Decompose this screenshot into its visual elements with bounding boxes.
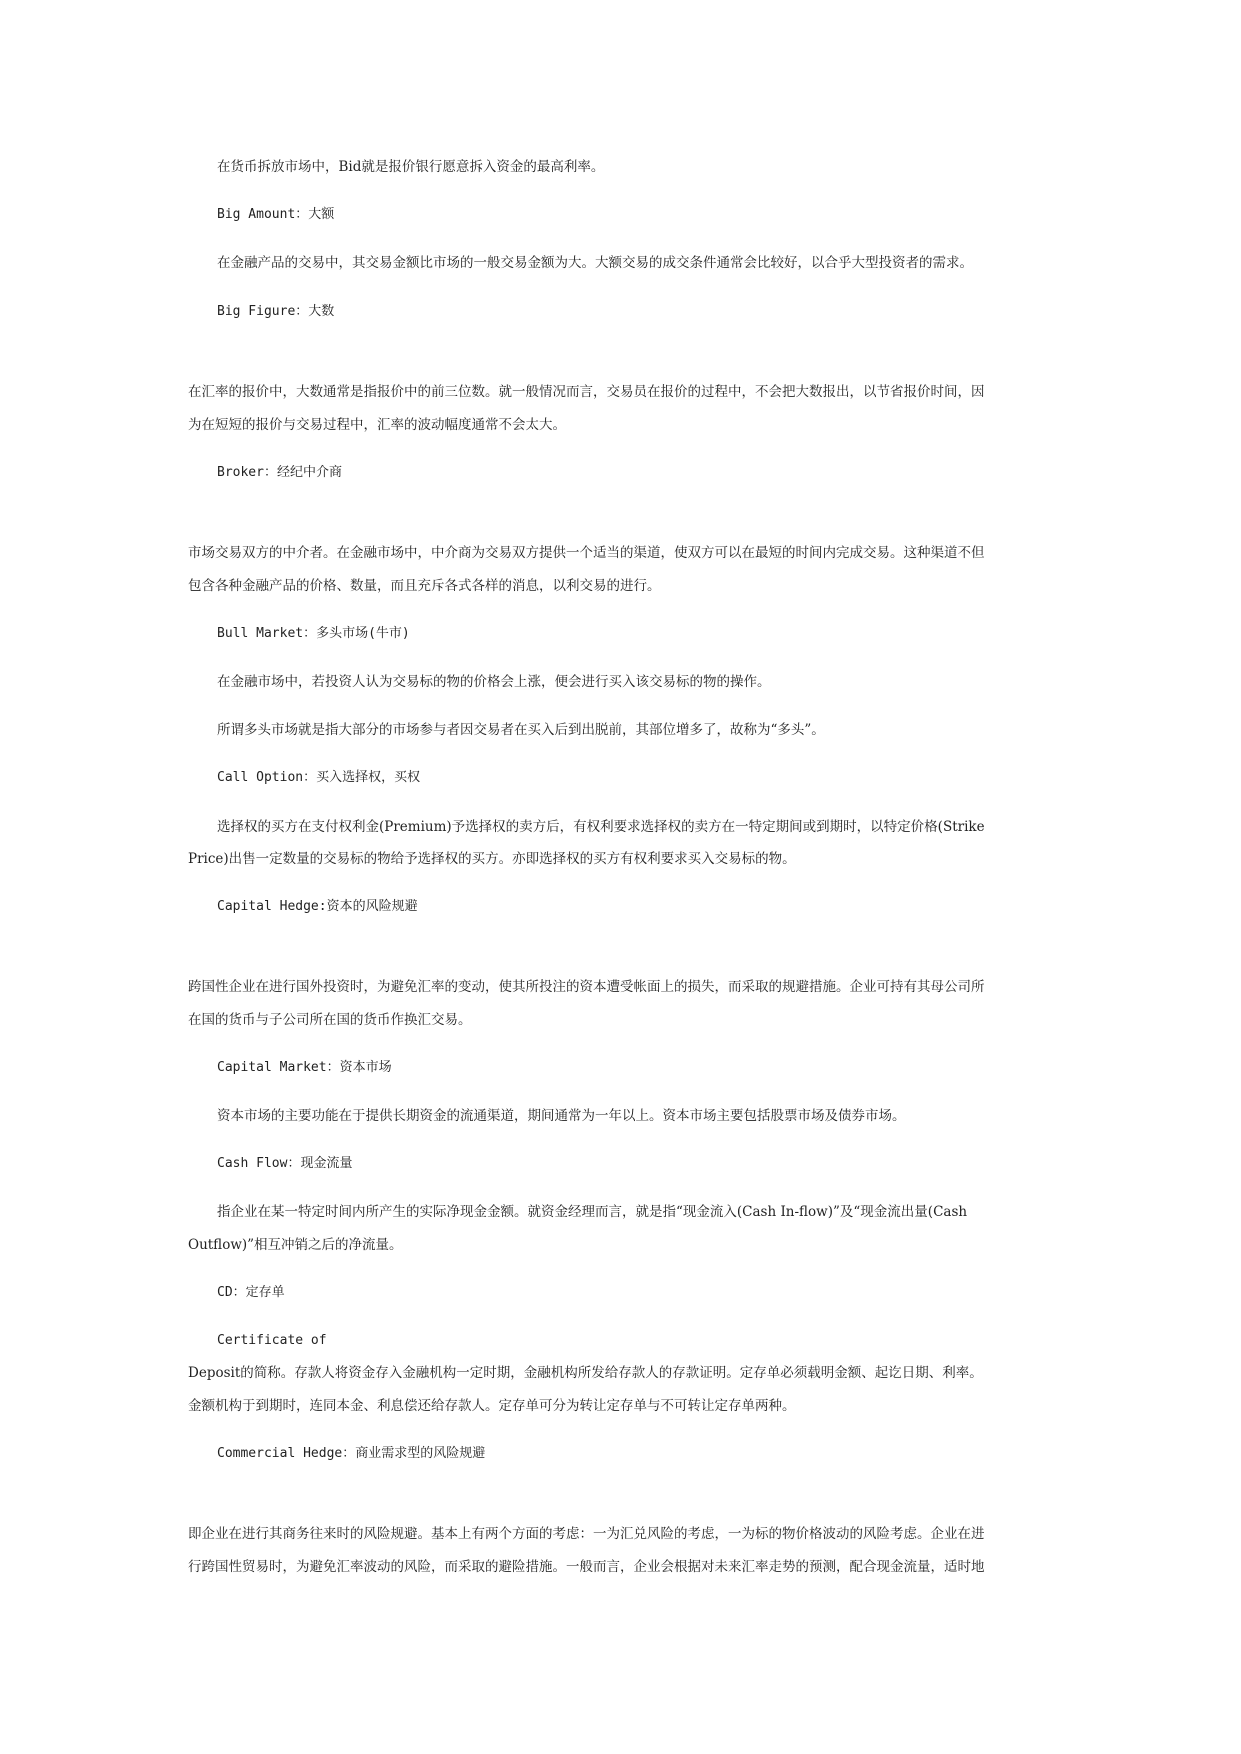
- term-certificate-of: Certificate of: [217, 1333, 327, 1348]
- term-broker: Broker：经纪中介商: [217, 465, 342, 480]
- paragraph-commercial-hedge-line-2: 行跨国性贸易时，为避免汇率波动的风险，而采取的避险措施。一般而言，企业会根据对未来汇率走势的预测，配合现金流量，适时地: [188, 1559, 985, 1575]
- paragraph-call-option-line-1: 选择权的买方在支付权利金(Premium)予选择权的卖方后，有权利要求选择权的卖方在一特定期间或到期时，以特定价格(Strike: [217, 819, 985, 835]
- paragraph-cd-line-1: Deposit的简称。存款人将资金存入金融机构一定时期，金融机构所发给存款人的存款证明。定存单必须载明金额、起讫日期、利率。: [188, 1365, 983, 1381]
- paragraph-capital-hedge-line-2: 在国的货币与子公司所在国的货币作换汇交易。: [188, 1012, 472, 1028]
- paragraph-commercial-hedge-line-1: 即企业在进行其商务往来时的风险规避。基本上有两个方面的考虑：一为汇兑风险的考虑，一为标的物价格波动的风险考虑。企业在进: [188, 1526, 985, 1542]
- term-cash-flow: Cash Flow：现金流量: [217, 1156, 353, 1171]
- paragraph-cd-line-2: 金额机构于到期时，连同本金、利息偿还给存款人。定存单可分为转让定存单与不可转让定存单两种。: [188, 1398, 796, 1414]
- paragraph-bull-market-2: 所谓多头市场就是指大部分的市场参与者因交易者在买入后到出脱前，其部位增多了，故称为“多头”。: [217, 722, 825, 738]
- paragraph-capital-market: 资本市场的主要功能在于提供长期资金的流通渠道，期间通常为一年以上。资本市场主要包括股票市场及债券市场。: [217, 1108, 906, 1124]
- term-cd: CD：定存单: [217, 1285, 285, 1300]
- paragraph-call-option-line-2: Price)出售一定数量的交易标的物给予选择权的买方。亦即选择权的买方有权利要求买入交易标的物。: [188, 851, 796, 867]
- paragraph-capital-hedge-line-1: 跨国性企业在进行国外投资时，为避免汇率的变动，使其所投注的资本遭受帐面上的损失，而采取的规避措施。企业可持有其母公司所: [188, 979, 985, 995]
- term-big-figure: Big Figure：大数: [217, 304, 335, 319]
- paragraph-bull-market-1: 在金融市场中，若投资人认为交易标的物的价格会上涨，便会进行买入该交易标的物的操作。: [217, 674, 771, 690]
- term-call-option: Call Option：买入选择权，买权: [217, 770, 421, 785]
- term-capital-hedge: Capital Hedge:资本的风险规避: [217, 899, 418, 914]
- term-capital-market: Capital Market：资本市场: [217, 1060, 392, 1075]
- term-big-amount: Big Amount：大额: [217, 207, 335, 222]
- paragraph-broker-line-2: 包含各种金融产品的价格、数量，而且充斥各式各样的消息，以利交易的进行。: [188, 578, 661, 594]
- paragraph-broker-line-1: 市场交易双方的中介者。在金融市场中，中介商为交易双方提供一个适当的渠道，使双方可以在最短的时间内完成交易。这种渠道不但: [188, 545, 985, 561]
- paragraph-cash-flow-line-1: 指企业在某一特定时间内所产生的实际净现金金额。就资金经理而言，就是指“现金流入(Cash In-flow)”及“现金流出量(Cash: [217, 1204, 968, 1220]
- term-bull-market: Bull Market：多头市场(牛市): [217, 626, 410, 641]
- paragraph-cash-flow-line-2: Outflow)”相互冲销之后的净流量。: [188, 1237, 403, 1253]
- paragraph-big-figure-line-2: 为在短短的报价与交易过程中，汇率的波动幅度通常不会太大。: [188, 417, 566, 433]
- paragraph-bid: 在货币拆放市场中，Bid就是报价银行愿意拆入资金的最高利率。: [217, 159, 605, 175]
- term-commercial-hedge: Commercial Hedge：商业需求型的风险规避: [217, 1446, 486, 1461]
- paragraph-big-figure-line-1: 在汇率的报价中，大数通常是指报价中的前三位数。就一般情况而言，交易员在报价的过程中，不会把大数报出，以节省报价时间，因: [188, 384, 985, 400]
- paragraph-big-amount: 在金融产品的交易中，其交易金额比市场的一般交易金额为大。大额交易的成交条件通常会比较好，以合乎大型投资者的需求。: [217, 255, 973, 271]
